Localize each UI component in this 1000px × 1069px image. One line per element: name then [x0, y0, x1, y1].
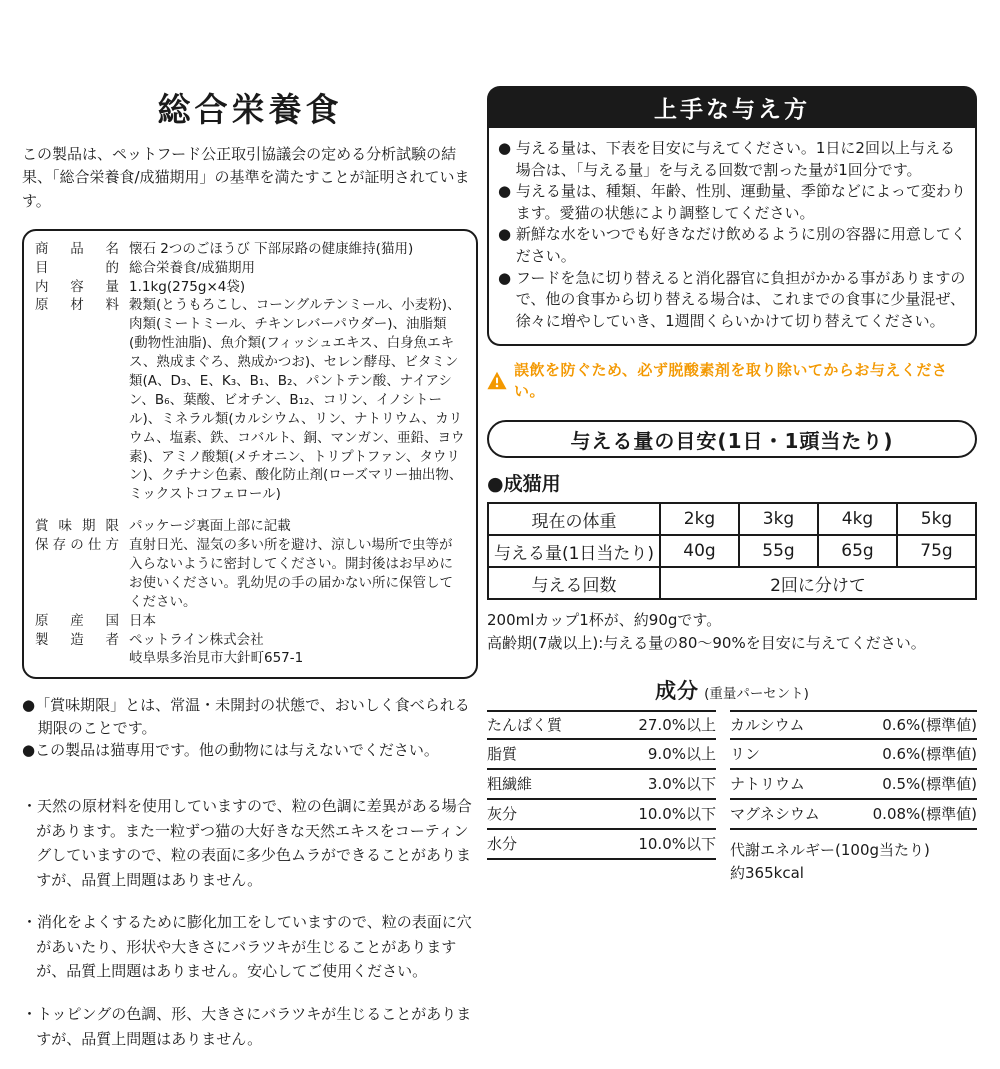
remark-item: ・トッピングの色調、形、大きさにバラツキが生じることがありますが、品質上問題はありません。	[22, 1005, 472, 1048]
table-cell: 4kg	[818, 503, 897, 535]
table-cell: 5kg	[897, 503, 976, 535]
composition-row	[730, 770, 977, 800]
table-cell: 40g	[660, 535, 739, 567]
composition-row	[487, 770, 716, 800]
left-column	[22, 84, 478, 1069]
info-row-net-content	[35, 278, 465, 297]
right-column	[487, 86, 977, 885]
table-cell: 75g	[897, 535, 976, 567]
metabolic-energy-label: 代謝エネルギー(100g当たり)	[730, 840, 930, 859]
composition-row	[730, 800, 977, 830]
feeding-note: 高齢期(7歳以上):与える量の80〜90%を目安に与えてください。	[487, 634, 926, 653]
nutrient-name: マグネシウム	[730, 805, 820, 824]
composition-row	[487, 710, 716, 740]
manufacturer-address: 岐阜県多治見市大針町657-1	[129, 650, 304, 667]
nutrient-value: 0.08%(標準値)	[872, 805, 977, 824]
composition-row	[487, 830, 716, 860]
adult-cat-label: ●成猫用	[487, 473, 561, 496]
table-cell: 3kg	[739, 503, 818, 535]
composition-row	[730, 710, 977, 740]
metabolic-energy	[730, 839, 977, 886]
warning-row	[487, 359, 977, 401]
composition-row	[487, 740, 716, 770]
table-cell-span: 2回に分けて	[660, 567, 976, 599]
certification-statement: この製品は、ペットフード公正取引協議会の定める分析試験の結果、「総合栄養食/成猫期用」の基準を満たすことが証明されています。	[22, 145, 470, 210]
info-value: 総合栄養食/成猫期用	[129, 259, 256, 276]
feeding-point: ● 与える量は、種類、年齢、性別、運動量、季節などによって変わります。愛猫の状態により調整してください。	[498, 182, 966, 222]
table-cell: 55g	[739, 535, 818, 567]
table-row-weight	[488, 503, 976, 535]
feeding-amount-table	[487, 502, 977, 600]
note-item: ●「賞味期限」とは、常温・未開封の状態で、おいしく食べられる期限のことです。	[22, 696, 470, 737]
info-label: 製造者	[35, 631, 119, 648]
quality-remarks	[22, 794, 478, 1051]
nutrient-name: カルシウム	[730, 716, 805, 735]
info-value: 日本	[129, 612, 156, 629]
nutrient-value: 3.0%以下	[647, 775, 716, 794]
info-row-country	[35, 612, 465, 631]
composition-subtitle: (重量パーセント)	[704, 685, 809, 702]
feeding-point: ● 新鮮な水をいつでも好きなだけ飲めるように別の容器に用意してください。	[498, 225, 966, 265]
nutrient-value: 10.0%以下	[638, 805, 716, 824]
info-value: 懐石 2つのごほうび 下部尿路の健康維持(猫用)	[129, 240, 414, 257]
note-item: ●この製品は猫専用です。他の動物には与えないでください。	[22, 740, 439, 759]
feeding-notes	[487, 609, 977, 655]
info-row-storage	[35, 536, 465, 612]
row-header: 与える量(1日当たり)	[488, 535, 660, 567]
info-label: 商品名	[35, 240, 119, 257]
manufacturer-name: ペットライン株式会社	[129, 631, 264, 648]
nutrient-name: たんぱく質	[487, 716, 563, 735]
info-value: 1.1kg(275g×4袋)	[129, 278, 246, 295]
info-label: 原材料	[35, 297, 119, 314]
row-header: 現在の体重	[488, 503, 660, 535]
feeding-guide-header: 上手な与え方	[487, 86, 977, 128]
page-title: 総合栄養食	[157, 90, 343, 129]
info-row-purpose	[35, 259, 465, 278]
nutrient-value: 0.6%(標準値)	[882, 745, 977, 764]
nutrient-name: 粗繊維	[487, 775, 533, 794]
amount-guide-pill: 与える量の目安(1日・1頭当たり)	[487, 420, 977, 458]
info-row-product-name	[35, 240, 465, 259]
remark-item: ・天然の原材料を使用していますので、粒の色調に差異がある場合があります。また一粒ずつ猫の大好きな天然エキスをコーティングしていますので、粒の表面に多少色ムラができることがありますが、品質上問題はありません。	[22, 796, 472, 889]
table-row-amount	[488, 535, 976, 567]
info-row-manufacturer	[35, 631, 465, 669]
info-label: 内容量	[35, 278, 119, 295]
composition-table-left	[487, 710, 716, 886]
nutrient-name: 水分	[487, 835, 518, 854]
table-row-times	[488, 567, 976, 599]
info-label: 賞味期限	[35, 518, 119, 535]
info-value	[129, 631, 465, 669]
composition-row	[487, 800, 716, 830]
nutrient-value: 9.0%以上	[647, 745, 716, 764]
info-row-best-before	[35, 517, 465, 536]
remark-item: ・消化をよくするために膨化加工をしていますので、粒の表面に穴があいたり、形状や大きさにバラツキが生じることがありますが、品質上問題はありません。安心してご使用ください。	[22, 913, 472, 981]
composition-tables	[487, 710, 977, 886]
info-label: 目的	[35, 259, 119, 276]
feeding-guide-box	[487, 128, 977, 346]
nutrient-value: 0.6%(標準値)	[882, 716, 977, 735]
info-value: パッケージ裏面上部に記載	[129, 518, 291, 535]
warning-triangle-icon	[487, 371, 507, 390]
feeding-note: 200mlカップ1杯が、約90gです。	[487, 611, 722, 630]
info-label: 原産国	[35, 612, 119, 629]
info-value: 直射日光、湿気の多い所を避け、涼しい場所で虫等が入らないように密封してください。開封後はお早めにお使いください。乳幼児の手の届かない所に保管してください。	[129, 537, 453, 610]
row-header: 与える回数	[488, 567, 660, 599]
info-label: 保存の仕方	[35, 537, 119, 554]
product-info-box	[22, 229, 478, 680]
nutrient-name: リン	[730, 745, 761, 764]
nutrient-value: 27.0%以上	[638, 716, 716, 735]
composition-title: 成分	[655, 678, 700, 703]
nutrient-name: ナトリウム	[730, 775, 805, 794]
nutrient-value: 0.5%(標準値)	[882, 775, 977, 794]
warning-text: 誤飲を防ぐため、必ず脱酸素剤を取り除いてからお与えください。	[514, 361, 948, 401]
left-notes	[22, 694, 478, 761]
nutrient-name: 脂質	[487, 745, 518, 764]
nutrient-name: 灰分	[487, 805, 518, 824]
composition-table-right	[730, 710, 977, 886]
composition-header	[487, 675, 977, 705]
table-cell: 2kg	[660, 503, 739, 535]
composition-row	[730, 740, 977, 770]
info-row-ingredients	[35, 296, 465, 504]
feeding-point: ● 与える量は、下表を目安に与えてください。1日に2回以上与える場合は、「与える量」を与える回数で割った量が1回分です。	[498, 139, 955, 179]
metabolic-energy-value: 約365kcal	[730, 864, 804, 883]
nutrient-value: 10.0%以下	[638, 835, 716, 854]
feeding-point: ● フードを急に切り替えると消化器官に負担がかかる事がありますので、他の食事から切り替える場合は、これまでの食事に少量混ぜ、徐々に増やしていき、1週間くらいかけて切り替えてください。	[498, 268, 966, 330]
info-value: 穀類(とうもろこし、コーングルテンミール、小麦粉)、肉類(ミートミール、チキンレバーパウダー)、油脂類(動物性油脂)、魚介類(フィッシュエキス、白身魚エキス、熟成まぐろ、熟成かつお)、セレン酵母、ビタミン類(A、D₃、E、K₃、B₁、B₂、パントテン酸、ナイアシン、B₆、葉酸、ビオチン、B₁₂、コリン、イノシトール)、ミネラル類(カルシウム、リン、ナトリウム、カリウム、塩素、鉄、コバルト、銅、マンガン、亜鉛、ヨウ素)、アミノ酸類(メチオニン、トリプトファン、タウリン)、クチナシ色素、酸化防止剤(ローズマリー抽出物、ミックストコフェロール)	[129, 297, 465, 503]
table-cell: 65g	[818, 535, 897, 567]
